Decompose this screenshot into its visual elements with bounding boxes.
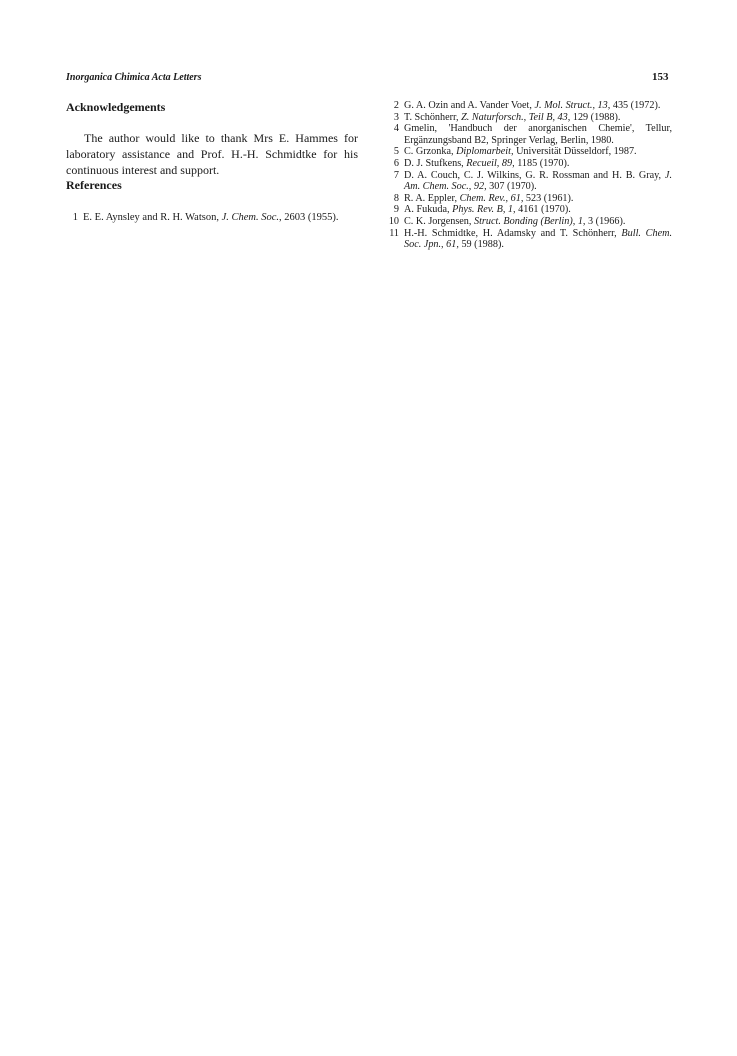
reference-text: [404, 228, 672, 251]
reference-text-part: 59 (1988).: [458, 239, 504, 251]
reference-number: 10: [388, 215, 399, 227]
reference-text-part: 435 (1972).: [610, 100, 661, 111]
reference-text-part: Z. Naturforsch., Teil B, 43,: [461, 111, 571, 123]
reference-text: [404, 112, 672, 124]
reference-number: 2: [393, 100, 399, 111]
reference-text-part: 4161 (1970).: [515, 204, 571, 216]
reference-number: 5: [393, 146, 399, 158]
reference-text-part: E. E. Aynsley and R. H. Watson,: [83, 212, 222, 223]
reference-text: [83, 212, 358, 224]
reference-text-part: T. Schönherr,: [404, 111, 462, 123]
running-head: Inorganica Chimica Acta Letters: [66, 72, 202, 83]
reference-text-part: D. J. Stufkens,: [404, 157, 467, 169]
reference-text-part: Phys. Rev. B, 1,: [452, 204, 516, 216]
reference-text: [404, 100, 672, 112]
reference-text: [404, 146, 672, 158]
references-heading: References: [66, 178, 122, 192]
reference-text-part: 3 (1966).: [585, 215, 626, 227]
reference-text: [404, 193, 672, 205]
reference-text-part: A. Fukuda,: [404, 204, 453, 216]
reference-item: [387, 123, 672, 146]
reference-text-part: Chem. Rev., 61,: [459, 192, 524, 204]
acknowledgements-heading: Acknowledgements: [66, 100, 166, 114]
page-number: 153: [652, 71, 669, 83]
reference-text-part: C. Grzonka,: [404, 146, 457, 158]
reference-item: [387, 146, 672, 158]
reference-item: [387, 193, 672, 205]
reference-item: [66, 212, 358, 224]
reference-text-part: Recueil, 89,: [466, 157, 515, 169]
reference-text-part: Struct. Bonding (Berlin), 1,: [474, 215, 586, 227]
reference-text: [404, 216, 672, 228]
reference-number: 6: [393, 157, 399, 169]
reference-text-part: J. Chem. Soc.: [221, 212, 280, 223]
reference-text: [404, 204, 672, 216]
reference-text-part: D. A. Couch, C. J. Wilkins, G. R. Rossman and H. B. Gray,: [404, 169, 665, 181]
reference-text-part: Diplomarbeit,: [456, 146, 514, 158]
reference-item: [387, 158, 672, 170]
reference-number: 9: [393, 204, 399, 216]
reference-number: 4: [393, 123, 399, 135]
reference-item: [387, 204, 672, 216]
reference-text-part: H.-H. Schmidtke, H. Adamsky and T. Schönherr,: [404, 227, 622, 239]
acknowledgements-text: The author would like to thank Mrs E. Hammes for laboratory assistance and Prof. H.-H. Schmidtke for his continuous interest and support.: [66, 131, 358, 177]
reference-item: [387, 228, 672, 251]
reference-item: [387, 216, 672, 228]
reference-text-part: Bull. Chem. Soc. Jpn., 61,: [404, 227, 672, 251]
reference-text-part: Universität Düsseldorf, 1987.: [513, 146, 637, 158]
reference-text: [404, 158, 672, 170]
reference-text: [404, 170, 672, 193]
right-column: [387, 100, 672, 251]
reference-number: 1: [72, 212, 78, 223]
reference-text-part: 1185 (1970).: [514, 157, 570, 169]
reference-number: 7: [393, 169, 399, 181]
reference-item: [387, 100, 672, 112]
reference-text-part: Gmelin, 'Handbuch der anorganischen Chemie', Tellur, Ergänzungsband B2, Springer Verlag, Berlin, 1980.: [404, 123, 672, 146]
reference-text-part: 523 (1961).: [523, 192, 574, 204]
reference-list-right: [387, 100, 672, 251]
reference-text-part: , 2603 (1955).: [279, 212, 339, 223]
reference-text-part: J. Mol. Struct., 13,: [534, 100, 611, 111]
reference-text-part: C. K. Jorgensen,: [404, 215, 474, 227]
reference-item: [387, 112, 672, 124]
left-column: [66, 100, 358, 224]
reference-number: 11: [389, 227, 399, 239]
reference-text: [404, 123, 672, 146]
reference-text-part: J. Am. Chem. Soc., 92,: [404, 169, 672, 193]
reference-text-part: 129 (1988).: [570, 111, 621, 123]
reference-number: 8: [393, 192, 399, 204]
reference-list-left: [66, 212, 358, 224]
reference-text-part: R. A. Eppler,: [404, 192, 460, 204]
reference-text-part: 307 (1970).: [486, 181, 537, 193]
reference-number: 3: [393, 111, 399, 123]
reference-text-part: G. A. Ozin and A. Vander Voet,: [404, 100, 535, 111]
reference-item: [387, 170, 672, 193]
